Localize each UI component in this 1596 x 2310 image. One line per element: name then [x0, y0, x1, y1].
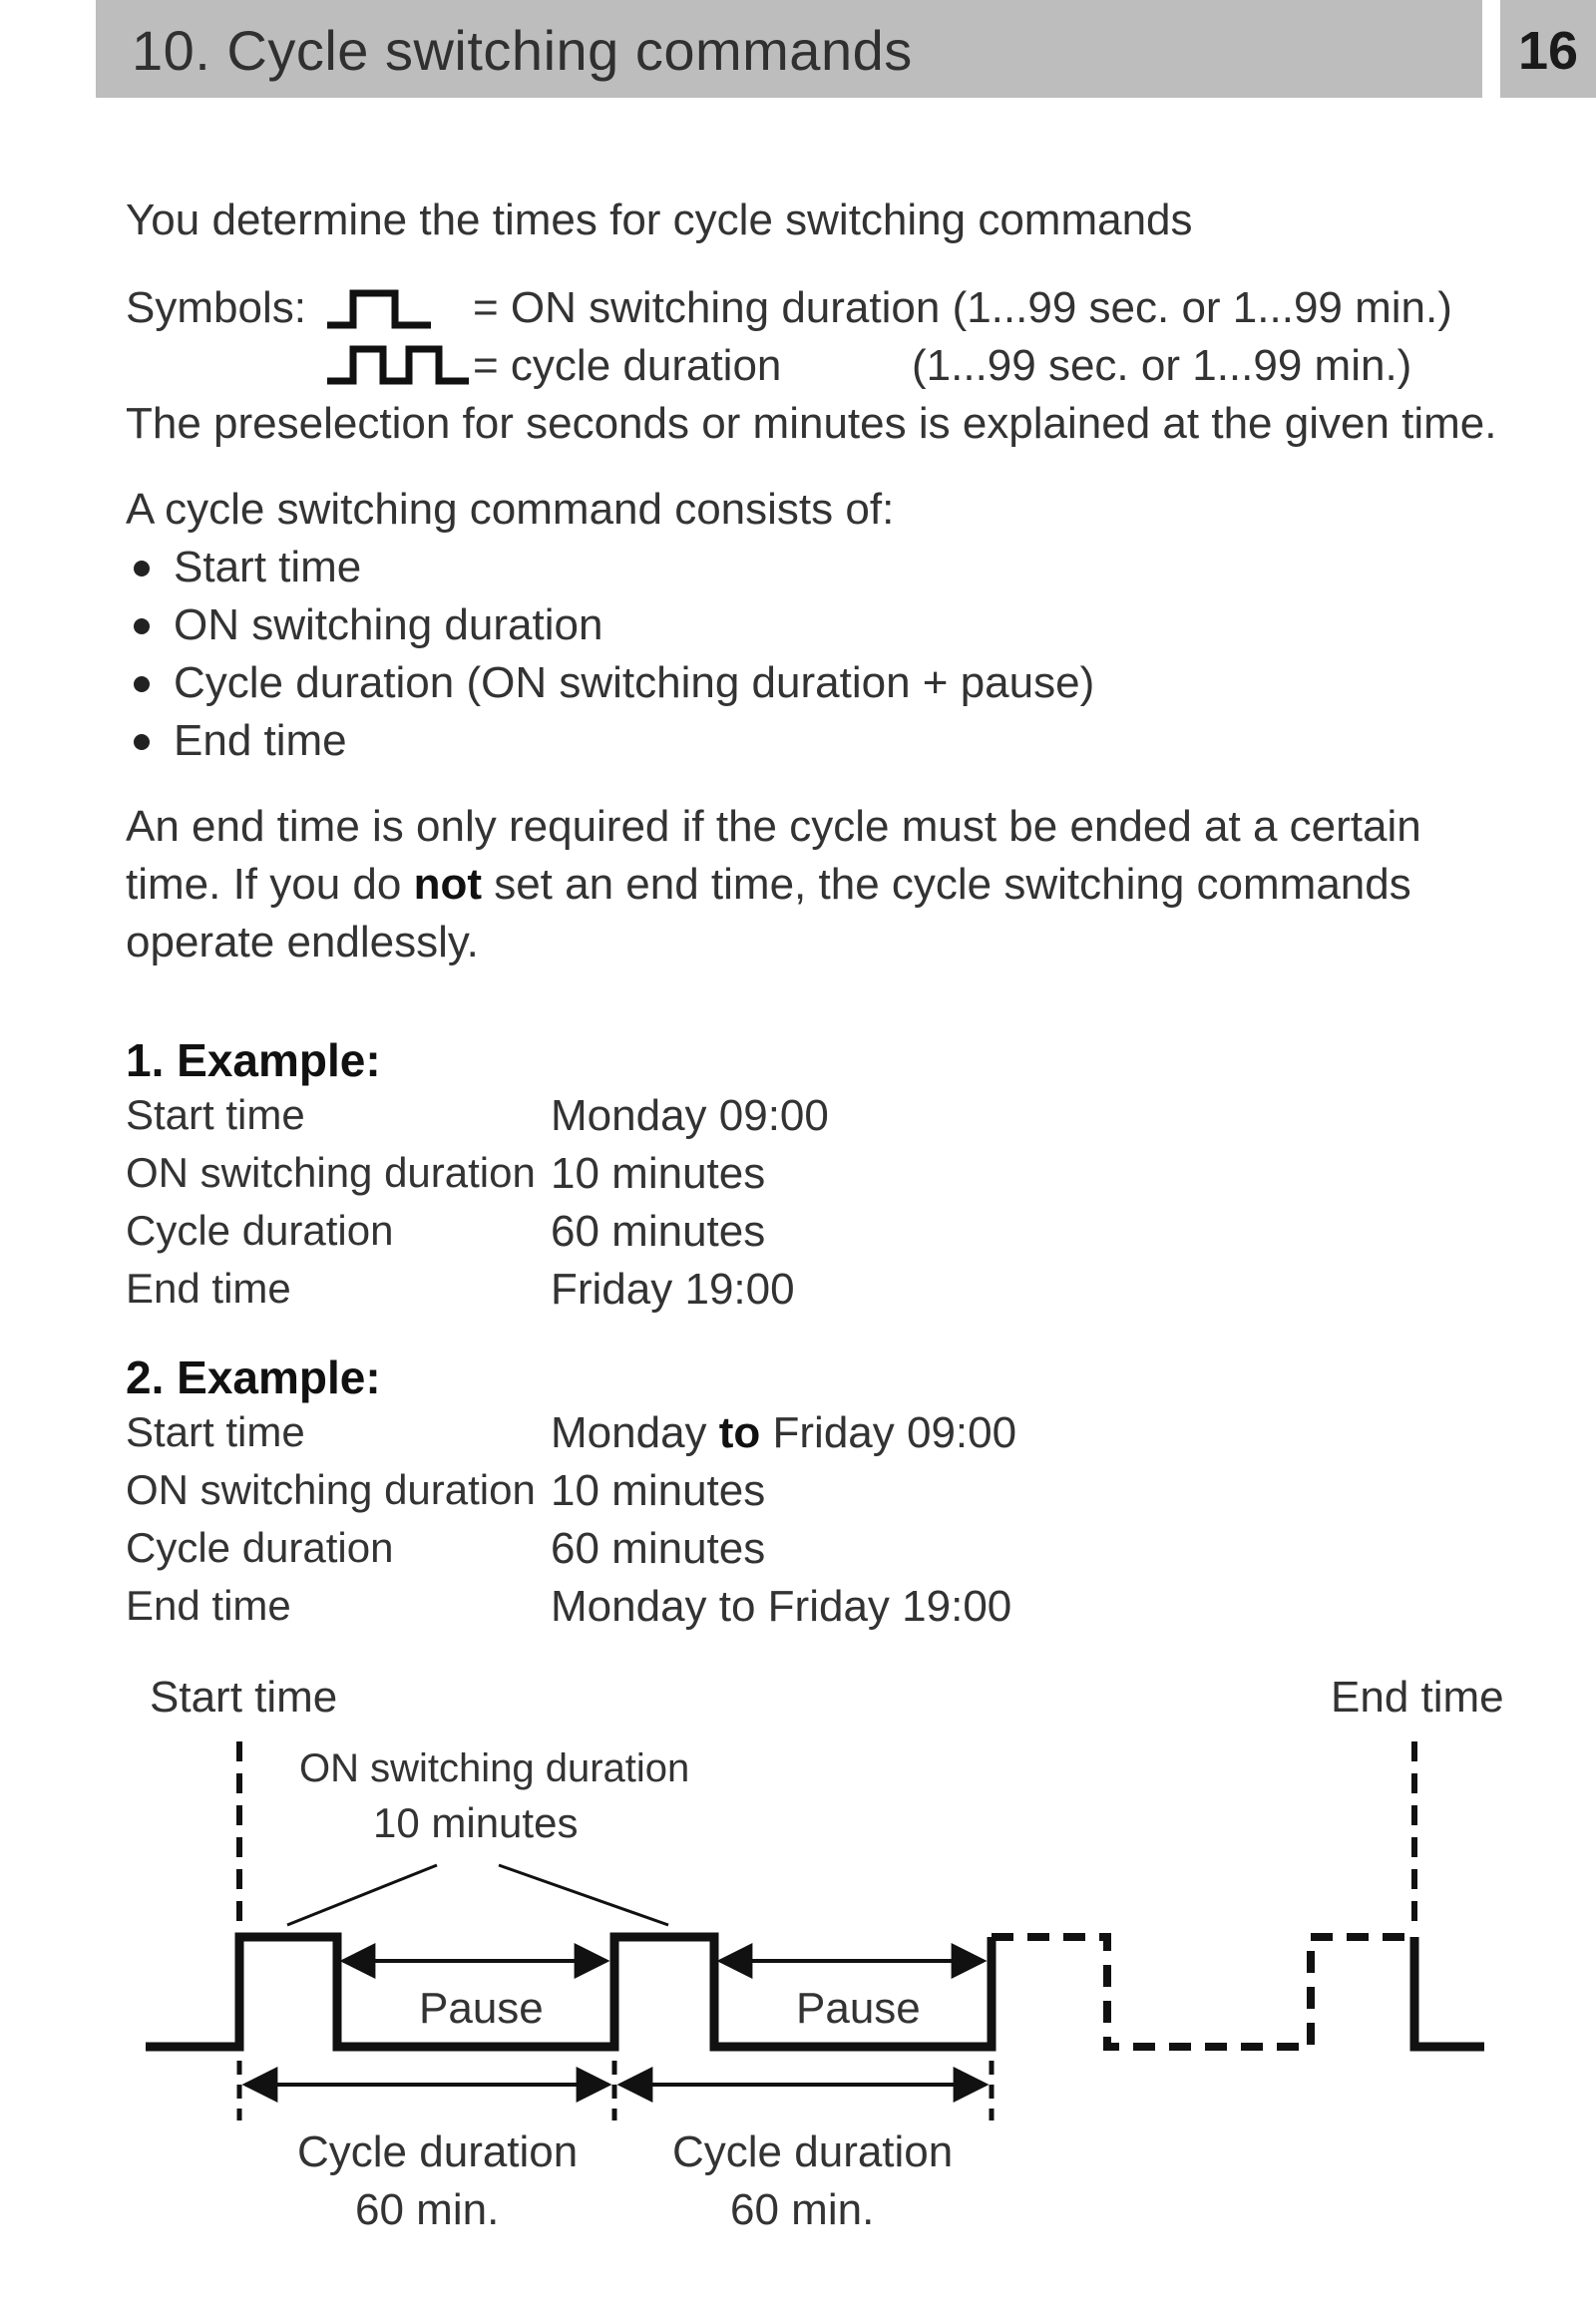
cycle-duration-label: Cycle duration [672, 2127, 954, 2176]
example-2-value-emphasis: to [718, 1408, 761, 1457]
pause-label: Pause [796, 1984, 921, 2033]
cycle-timing-diagram [0, 1676, 1596, 2310]
intro-text: You determine the times for cycle switching commands [126, 195, 1193, 244]
example-2-heading: 2. Example: [126, 1351, 381, 1403]
cycle-duration-value: 60 min. [730, 2185, 875, 2234]
end-note-text: set an end time, the cycle switching commands [481, 860, 1411, 909]
example-1-heading: 1. Example: [126, 1034, 381, 1086]
end-note-emphasis: not [413, 860, 482, 909]
cycle-duration-label: Cycle duration [297, 2127, 579, 2176]
example-1-value: Monday 09:00 [551, 1091, 829, 1140]
preselection-text: The preselection for seconds or minutes is explained at the given time. [126, 399, 1497, 448]
list-item: Start time [126, 539, 1094, 596]
example-2-value: Monday to Friday 19:00 [551, 1582, 1012, 1631]
list-item: ON switching duration [126, 596, 1094, 654]
example-2-value: 10 minutes [551, 1466, 766, 1515]
signal-end [1414, 1937, 1484, 2047]
on-duration-symbol-text: = ON switching duration (1...99 sec. or 1...99 min.) [473, 283, 1452, 332]
on-duration-value: 10 minutes [373, 1799, 579, 1846]
page-title: 10. Cycle switching commands [132, 19, 913, 82]
example-2-label: Start time [126, 1408, 305, 1455]
end-time-label: End time [1331, 1676, 1504, 1722]
callout-line [499, 1865, 668, 1925]
list-item: End time [126, 712, 1094, 770]
example-1-label: Start time [126, 1091, 305, 1138]
example-2-label: End time [126, 1582, 291, 1629]
pulse-icon [325, 287, 437, 331]
end-note-line-3: operate endlessly. [126, 918, 479, 966]
example-2-value: 60 minutes [551, 1524, 766, 1573]
list-item: Cycle duration (ON switching duration + pause) [126, 654, 1094, 712]
callout-line [287, 1865, 437, 1925]
end-note-text: time. If you do [126, 860, 414, 909]
symbols-label: Symbols: [126, 283, 306, 332]
example-1-value: Friday 19:00 [551, 1265, 795, 1314]
cycle-duration-range: (1...99 sec. or 1...99 min.) [912, 341, 1412, 390]
pause-label: Pause [419, 1984, 544, 2033]
page-number: 16 [1517, 21, 1579, 81]
page-number-box [1500, 0, 1596, 98]
example-2-label: Cycle duration [126, 1524, 394, 1571]
example-1-label: Cycle duration [126, 1207, 394, 1254]
example-2-value-text: Monday [551, 1408, 719, 1457]
consists-of-text: A cycle switching command consists of: [126, 485, 895, 534]
example-2-value-text: Friday 09:00 [760, 1408, 1017, 1457]
example-2-label: ON switching duration [126, 1466, 536, 1513]
on-duration-label: ON switching duration [299, 1746, 690, 1790]
double-pulse-icon [325, 343, 471, 387]
cycle-duration-value: 60 min. [355, 2185, 500, 2234]
component-list [126, 539, 1094, 770]
end-note-line-2 [126, 860, 1411, 910]
start-time-label: Start time [150, 1676, 338, 1722]
example-1-label: ON switching duration [126, 1149, 536, 1196]
example-1-value: 10 minutes [551, 1149, 766, 1198]
end-note-line-1: An end time is only required if the cycle must be ended at a certain [126, 802, 1421, 851]
signal-continuation [992, 1937, 1414, 2047]
cycle-duration-symbol-text: = cycle duration [473, 341, 782, 390]
example-1-value: 60 minutes [551, 1207, 766, 1256]
example-2-start-value [551, 1408, 1016, 1458]
example-1-label: End time [126, 1265, 291, 1312]
